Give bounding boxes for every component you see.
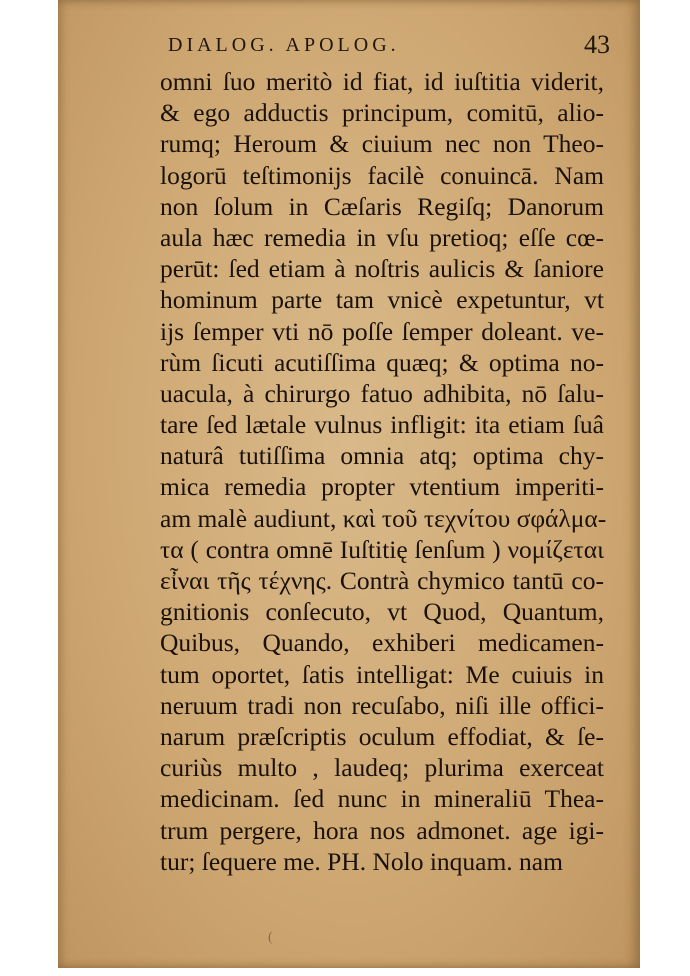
- text-line: Quibus, Quando, exhiberi medicamen-: [160, 628, 604, 658]
- text-line: trum pergere, hora nos admonet. age igi-: [160, 815, 604, 845]
- text-line: narum præſcriptis oculum effodiat, & ſe-: [160, 721, 604, 751]
- text-line: tur; ſequere me. PH. Nolo inquam. nam: [160, 846, 563, 876]
- text-line: non ſolum in Cæſaris Regiſq; Danorum: [160, 191, 604, 221]
- page-number: 43: [584, 30, 610, 59]
- text-line: εἶναι τῆς τέχνης. Contrà chymico tantū co-: [160, 566, 604, 595]
- text-line: medicinam. ſed nunc in mineraliū Thea-: [160, 784, 604, 814]
- text-line: & ego adductis principum, comitū, alio-: [160, 98, 604, 128]
- text-line: aula hæc remedia in vſu pretioq; eſſe cœ-: [160, 222, 604, 252]
- text-line: tare ſed lætale vulnus infligit: ita etiam ſuâ: [160, 410, 604, 440]
- text-line: hominum parte tam vnicè expetuntur, vt: [160, 285, 604, 315]
- text-line: naturâ tutiſſima omnia atq; optima chy-: [160, 441, 604, 471]
- body-text: [160, 66, 607, 877]
- footer-mark: (: [268, 930, 273, 945]
- book-page: [58, 0, 640, 968]
- running-head: DIALOG. APOLOG.: [168, 34, 400, 56]
- text-line: ijs ſemper vti nō poſſe ſemper doleant. ve-: [160, 316, 604, 346]
- text-line: uacula, à chirurgo fatuo adhibita, nō ſalu-: [160, 378, 604, 408]
- text-line: mica remedia propter vtentium imperiti-: [160, 472, 604, 502]
- text-line: logorū teſtimonijs facilè conuincā. Nam: [160, 160, 604, 190]
- text-line: neruum tradi non recuſabo, niſi ille offici-: [160, 690, 604, 720]
- text-line: perūt: ſed etiam à noſtris aulicis & ſaniore: [160, 254, 604, 284]
- text-line: gnitionis conſecuto, vt Quod, Quantum,: [160, 597, 604, 627]
- text-line: curiùs multo , laudeq; plurima exerceat: [160, 753, 604, 783]
- text-line: rùm ſicuti acutiſſima quæq; & optima no-: [160, 347, 604, 377]
- text-line: rumq; Heroum & ciuium nec non Theo-: [160, 129, 604, 159]
- text-line: omni ſuo meritò id fiat, id iuſtitia viderit,: [160, 67, 604, 96]
- page-header: [168, 30, 610, 62]
- text-line: tum oportet, ſatis intelligat: Me cuiuis in: [160, 659, 604, 689]
- text-line: τα ( contra omnē Iuſtitię ſenſum ) νομίζεται: [160, 534, 604, 564]
- text-line: am malè audiunt, καὶ τοῦ τεχνίτου σφάλμα-: [160, 503, 607, 533]
